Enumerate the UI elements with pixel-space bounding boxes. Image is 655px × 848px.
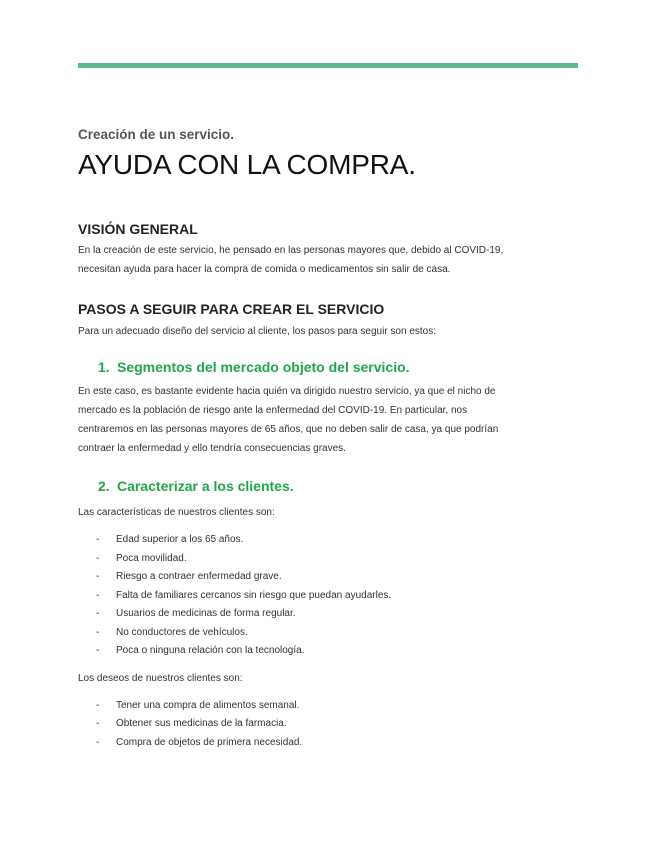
steps-heading: PASOS A SEGUIR PARA CREAR EL SERVICIO	[78, 301, 385, 317]
step-2-number: 2.	[98, 478, 110, 494]
step-1-paragraph	[78, 382, 578, 458]
bullet-dash: -	[96, 534, 100, 545]
list-item	[78, 568, 578, 587]
step-1-line: contraer la enfermedad y ello tendría consecuencias graves.	[78, 443, 346, 454]
bullet-dash: -	[96, 699, 100, 711]
list-item	[78, 715, 578, 734]
characteristics-intro: Las características de nuestros clientes son:	[78, 507, 275, 518]
overview-line: necesitan ayuda para hacer la compra de comida o medicamentos sin salir de casa.	[78, 264, 451, 275]
document-body	[78, 126, 578, 752]
list-item	[78, 734, 578, 753]
bullet-dash: -	[96, 608, 100, 619]
bullet-dash: -	[96, 552, 100, 564]
bullet-dash: -	[96, 589, 100, 601]
list-item-text: Edad superior a los 65 años.	[116, 534, 244, 545]
bullet-dash: -	[96, 626, 100, 638]
bullet-dash: -	[96, 736, 100, 748]
list-item-text: Riesgo a contraer enfermedad grave.	[116, 571, 282, 582]
list-item-text: Usuarios de medicinas de forma regular.	[116, 608, 296, 619]
list-item	[78, 531, 578, 550]
step-2-title: Caracterizar a los clientes.	[117, 478, 294, 494]
bullet-dash: -	[96, 571, 100, 582]
overview-line: En la creación de este servicio, he pensado en las personas mayores que, debido al COVID-19,	[78, 245, 504, 256]
characteristics-list	[78, 531, 578, 661]
list-item	[78, 587, 578, 606]
list-item-text: Poca o ninguna relación con la tecnología.	[116, 645, 305, 656]
steps-intro: Para un adecuado diseño del servicio al cliente, los pasos para seguir son estos:	[78, 326, 436, 337]
list-item-text: Poca movilidad.	[116, 552, 187, 564]
list-item	[78, 550, 578, 569]
step-1-title: Segmentos del mercado objeto del servicio.	[117, 359, 410, 375]
desires-intro: Los deseos de nuestros clientes son:	[78, 672, 243, 684]
list-item-text: Falta de familiares cercanos sin riesgo que puedan ayudarles.	[116, 589, 392, 601]
step-1-line: mercado es la población de riesgo ante la enfermedad del COVID-19. En particular, nos	[78, 405, 468, 416]
overview-paragraph	[78, 241, 578, 279]
step-1-number: 1.	[98, 359, 110, 375]
overview-heading: VISIÓN GENERAL	[78, 221, 198, 237]
desires-list	[78, 697, 578, 753]
top-accent-rule	[78, 63, 578, 68]
list-item	[78, 624, 578, 643]
step-2-heading	[78, 477, 578, 495]
list-item	[78, 642, 578, 661]
bullet-dash: -	[96, 645, 100, 656]
list-item-text: Tener una compra de alimentos semanal.	[116, 699, 300, 711]
list-item	[78, 605, 578, 624]
list-item-text: No conductores de vehículos.	[116, 626, 248, 638]
step-1-line: En este caso, es bastante evidente hacia quién va dirigido nuestro servicio, ya que el nicho de	[78, 386, 496, 397]
list-item	[78, 697, 578, 716]
list-item-text: Compra de objetos de primera necesidad.	[116, 736, 303, 748]
step-1-heading	[78, 358, 578, 376]
document-subtitle: Creación de un servicio.	[78, 127, 235, 142]
bullet-dash: -	[96, 718, 100, 729]
document-title: AYUDA CON LA COMPRA.	[78, 149, 416, 180]
list-item-text: Obtener sus medicinas de la farmacia.	[116, 718, 287, 729]
step-1-line: centraremos en las personas mayores de 65 años, que no deben salir de casa, ya que podrían	[78, 424, 499, 435]
